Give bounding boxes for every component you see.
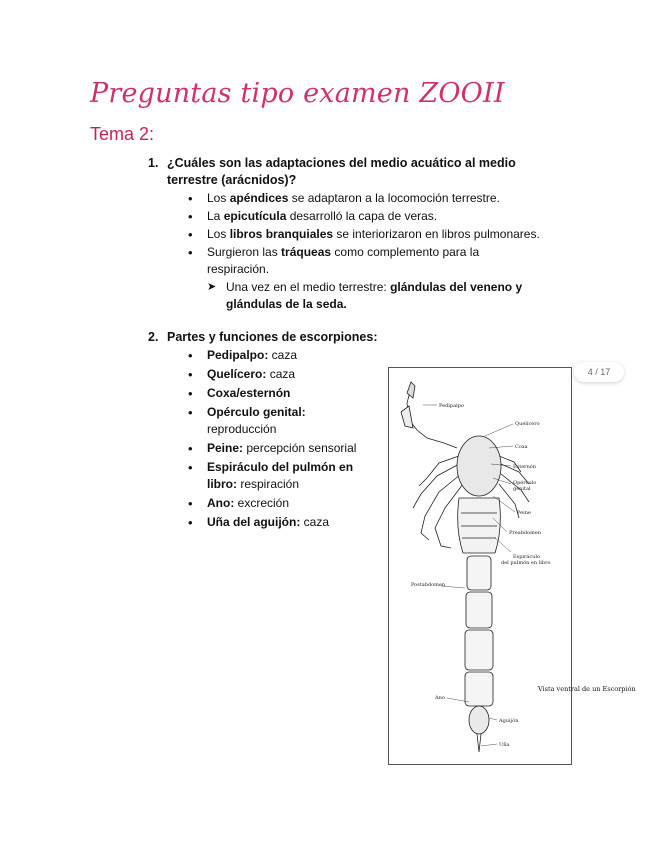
list-item: • Espiráculo del pulmón en libro: respiración — [188, 459, 373, 493]
list-item: • Surgieron las tráqueas como complemento para la respiración. — [188, 244, 578, 278]
label-peine: Peine — [517, 510, 531, 516]
label-aguijon: Aguijón — [499, 718, 519, 724]
label-coxa: Coxa — [515, 444, 528, 450]
tail-segment — [466, 592, 492, 628]
cephalothorax — [457, 436, 501, 496]
list-item: • Ano: excreción — [188, 495, 373, 512]
scorpion-figure — [388, 367, 572, 765]
figure-caption-wrap — [530, 682, 650, 696]
label-operculo-2: genital — [513, 486, 531, 492]
sub-list-item: ➤ Una vez en el medio terrestre: glándulas del veneno y glándulas de la seda. — [207, 280, 523, 311]
label-ano: Ano — [435, 695, 445, 701]
question-number: 2. — [148, 330, 159, 344]
question-2 — [148, 329, 568, 347]
figure-caption: Vista ventral de un Escorpión — [538, 685, 636, 693]
question-1-bullets — [188, 190, 578, 314]
tail-segment — [465, 672, 493, 706]
pedipalp-left — [407, 388, 457, 448]
arrow-icon: ➤ — [207, 281, 217, 293]
page-indicator: 4 / 17 — [574, 362, 624, 382]
label-una: Uña — [499, 742, 510, 748]
list-item: • Peine: percepción sensorial — [188, 440, 373, 457]
question-text: Partes y funciones de escorpiones: — [167, 330, 378, 344]
question-text-line-1: ¿Cuáles son las adaptaciones del medio acuático al medio — [167, 156, 516, 170]
label-espiraculo-2: del pulmón en libro — [501, 560, 551, 566]
list-item: • Coxa/esternón — [188, 385, 373, 402]
list-item: • Opérculo genital: reproducción — [188, 404, 373, 438]
list-item: • Uña del aguijón: caza — [188, 514, 373, 531]
label-postabdomen: Postabdomen — [411, 582, 446, 588]
list-item: • Los libros branquiales se interiorizaron en libros pulmonares. — [188, 226, 578, 243]
list-item: • Los apéndices se adaptaron a la locomoción terrestre. — [188, 190, 578, 207]
list-item: • Quelícero: caza — [188, 366, 373, 383]
question-1 — [148, 155, 568, 191]
question-text-line-2: terrestre (arácnidos)? — [167, 173, 297, 187]
label-preabdomen: Preabdomen — [509, 530, 542, 536]
question-2-bullets — [188, 347, 373, 533]
document-title: Preguntas tipo examen ZOOII — [90, 78, 505, 109]
list-item: • La epicutícula desarrolló la capa de veras. — [188, 208, 578, 225]
label-espiraculo-1: Espiráculo — [513, 554, 541, 560]
label-pedipalpo: Pedipalpo — [439, 403, 464, 409]
label-operculo-1: Opérculo — [513, 480, 537, 486]
telson — [469, 706, 489, 734]
label-esternon: Esternón — [513, 464, 537, 470]
list-item: • Pedipalpo: caza — [188, 347, 373, 364]
label-quelicero: Quelícero — [515, 421, 540, 427]
section-heading: Tema 2: — [90, 124, 155, 144]
tail-segment — [465, 630, 493, 670]
preabdomen — [458, 498, 501, 553]
question-number: 1. — [148, 156, 159, 170]
tail-segment — [467, 556, 491, 590]
scorpion-illustration — [389, 368, 571, 764]
